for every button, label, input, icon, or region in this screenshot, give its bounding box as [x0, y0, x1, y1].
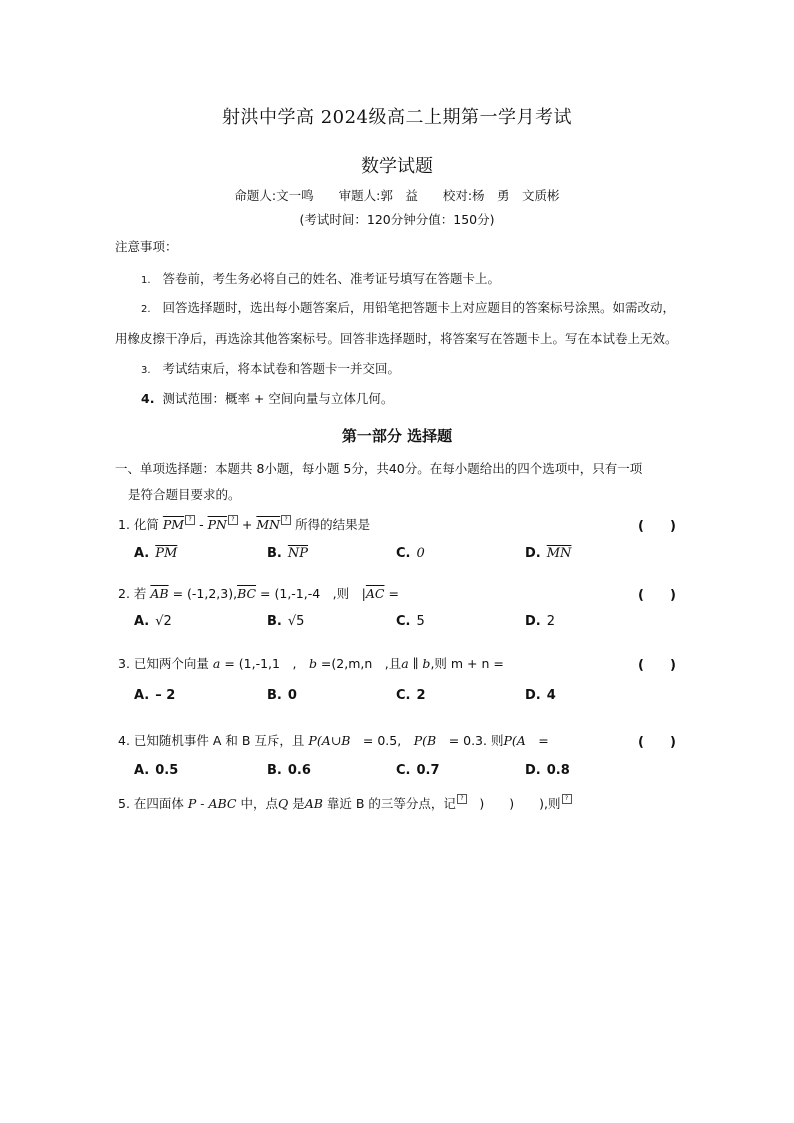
notice-item-text: 回答选择题时，选出每小题答案后，用铅笔把答题卡上对应题目的答案标号涂黑。如需改动，	[162, 300, 676, 315]
option-label: D.	[525, 763, 541, 778]
missing-glyph-icon: ?	[562, 794, 572, 804]
notice-item-num: 1.	[141, 275, 151, 286]
prob-union: P(A∪B	[308, 733, 351, 748]
option-label: C.	[396, 688, 411, 703]
stem-text: 所得的结果是	[291, 517, 371, 532]
stem-text: 中，点	[236, 796, 278, 811]
option-b	[267, 688, 297, 703]
option-label: B.	[267, 546, 282, 561]
option-value: 4	[546, 688, 556, 703]
stem-text: 5. 在四面体	[118, 796, 184, 811]
option-a	[134, 546, 177, 561]
stem-text: +	[237, 517, 257, 532]
answer-paren: ( )	[638, 588, 676, 603]
answer-paren: ( )	[638, 658, 676, 673]
stem-text: =	[525, 733, 549, 748]
option-value: – 2	[155, 688, 176, 703]
section-title: 第一部分 选择题	[341, 427, 453, 445]
option-label: B.	[267, 614, 282, 629]
vector-ab: $\overline{AB}$	[150, 586, 169, 601]
stem-text: = 0.3. 则	[436, 733, 504, 748]
vector-pn: $\overline{PN}$	[207, 517, 227, 532]
option-label: D.	[525, 688, 541, 703]
option-label: C.	[396, 614, 411, 629]
option-value: 2	[546, 614, 556, 629]
missing-glyph-icon: ?	[281, 515, 291, 525]
option-label: B.	[267, 688, 282, 703]
vector-pm: $\overline{PM}$	[162, 517, 185, 532]
option-b	[267, 763, 311, 778]
option-value: √2	[155, 614, 172, 629]
stem-text: = (1,-1,-4 ,则 |	[256, 586, 366, 601]
missing-glyph-icon: ?	[185, 515, 195, 525]
notice-heading: 注意事项：	[115, 239, 178, 254]
option-label: C.	[396, 546, 411, 561]
option-value: 2	[416, 688, 426, 703]
notice-item-num: 2.	[141, 304, 151, 315]
option-value: 5	[416, 614, 425, 629]
notice-item-text: 测试范围：概率 + 空间向量与立体几何。	[162, 391, 394, 406]
notice-item-text: 答卷前，考生务必将自己的姓名、准考证号填写在答题卡上。	[162, 271, 501, 286]
option-c	[396, 614, 425, 629]
stem-text: 靠近 B 的三等分点，记	[322, 796, 456, 811]
stem-text: 4. 已知随机事件 A 和 B 互斥，且	[118, 733, 305, 748]
option-a	[134, 688, 175, 703]
option-a	[134, 614, 172, 629]
option-value: 0.5	[155, 763, 179, 778]
option-b	[267, 614, 304, 629]
missing-glyph-icon: ?	[228, 515, 238, 525]
stem-text: =	[384, 586, 399, 601]
option-value: √5	[287, 614, 305, 629]
stem-text: = (-1,2,3),	[168, 586, 238, 601]
section-intro-line2: 是符合题目要求的。	[128, 487, 241, 502]
prob-a: P(A	[503, 733, 526, 748]
exam-subtitle: 数学试题	[361, 156, 433, 177]
option-c	[396, 546, 425, 561]
prob-b: P(B	[413, 733, 437, 748]
exam-title: 射洪中学高 2024级高二上期第一学月考试	[221, 107, 573, 128]
option-value: $\overline{PM}$	[155, 546, 178, 561]
parallel-condition: a ∥ b	[401, 656, 431, 671]
stem-text: 2. 若	[118, 586, 147, 601]
option-label: A.	[134, 763, 150, 778]
option-value: $\overline{MN}$	[546, 546, 572, 561]
notice-item-4	[141, 389, 393, 407]
stem-text: 是	[288, 796, 305, 811]
stem-text: ,则 m + n =	[430, 656, 504, 671]
option-label: D.	[525, 546, 541, 561]
notice-item-2-cont: 用橡皮擦干净后，再选涂其他答案标号。回答非选择题时，将答案写在答题卡上。写在本试卷上无效。	[115, 331, 678, 346]
tetrahedron-name: P - ABC	[187, 796, 237, 811]
notice-item-3	[141, 359, 400, 377]
question-3-stem	[118, 654, 504, 672]
option-value: 0.6	[287, 763, 311, 778]
notice-item-1	[141, 269, 500, 287]
option-d	[525, 688, 556, 703]
option-d	[525, 763, 570, 778]
notice-item-2	[141, 298, 675, 316]
point-q: Q	[277, 796, 289, 811]
option-c	[396, 763, 440, 778]
notice-item-num: 4.	[141, 391, 155, 406]
question-5-stem	[118, 794, 572, 812]
question-1-stem	[118, 515, 370, 533]
option-label: B.	[267, 763, 282, 778]
stem-text: =(2,m,n ,且	[316, 656, 402, 671]
question-2-stem	[118, 584, 399, 602]
stem-tail: ) ) ),则	[466, 796, 561, 811]
option-value: 0	[416, 546, 425, 561]
vector-mn: $\overline{MN}$	[256, 517, 281, 532]
answer-paren: ( )	[638, 519, 676, 534]
stem-text: 1. 化简	[118, 517, 159, 532]
option-d	[525, 614, 555, 629]
stem-text: = 0.5,	[350, 733, 414, 748]
option-b	[267, 546, 308, 561]
vector-b: b	[308, 656, 317, 671]
answer-paren: ( )	[638, 735, 676, 750]
exam-info: (考试时间：120分钟分值：150分)	[299, 212, 495, 227]
option-label: D.	[525, 614, 541, 629]
notice-item-text: 考试结束后，将本试卷和答题卡一并交回。	[162, 361, 401, 376]
option-label: A.	[134, 688, 150, 703]
segment-ab: AB	[304, 796, 323, 811]
stem-text: -	[195, 517, 208, 532]
stem-text: = (1,-1,1 ,	[220, 656, 309, 671]
option-d	[525, 546, 571, 561]
option-value: 0.8	[546, 763, 570, 778]
option-value: $\overline{NP}$	[287, 546, 308, 561]
option-value: 0	[287, 688, 297, 703]
authors-line: 命题人:文一鸣 审题人:郭 益 校对:杨 勇 文质彬	[234, 188, 560, 203]
option-label: A.	[134, 546, 150, 561]
vector-bc: $\overline{BC}$	[237, 586, 257, 601]
option-c	[396, 688, 426, 703]
missing-glyph-icon: ?	[457, 794, 467, 804]
option-label: C.	[396, 763, 411, 778]
option-a	[134, 763, 178, 778]
stem-text: 3. 已知两个向量	[118, 656, 209, 671]
vector-a: a	[212, 656, 221, 671]
section-intro-line1: 一、单项选择题：本题共 8小题，每小题 5分，共40分。在每小题给出的四个选项中，只有一项	[115, 461, 643, 476]
question-4-stem	[118, 731, 549, 749]
option-label: A.	[134, 614, 150, 629]
notice-item-num: 3.	[141, 365, 151, 376]
option-value: 0.7	[416, 763, 440, 778]
vector-ac: $\overline{AC}$	[365, 586, 385, 601]
